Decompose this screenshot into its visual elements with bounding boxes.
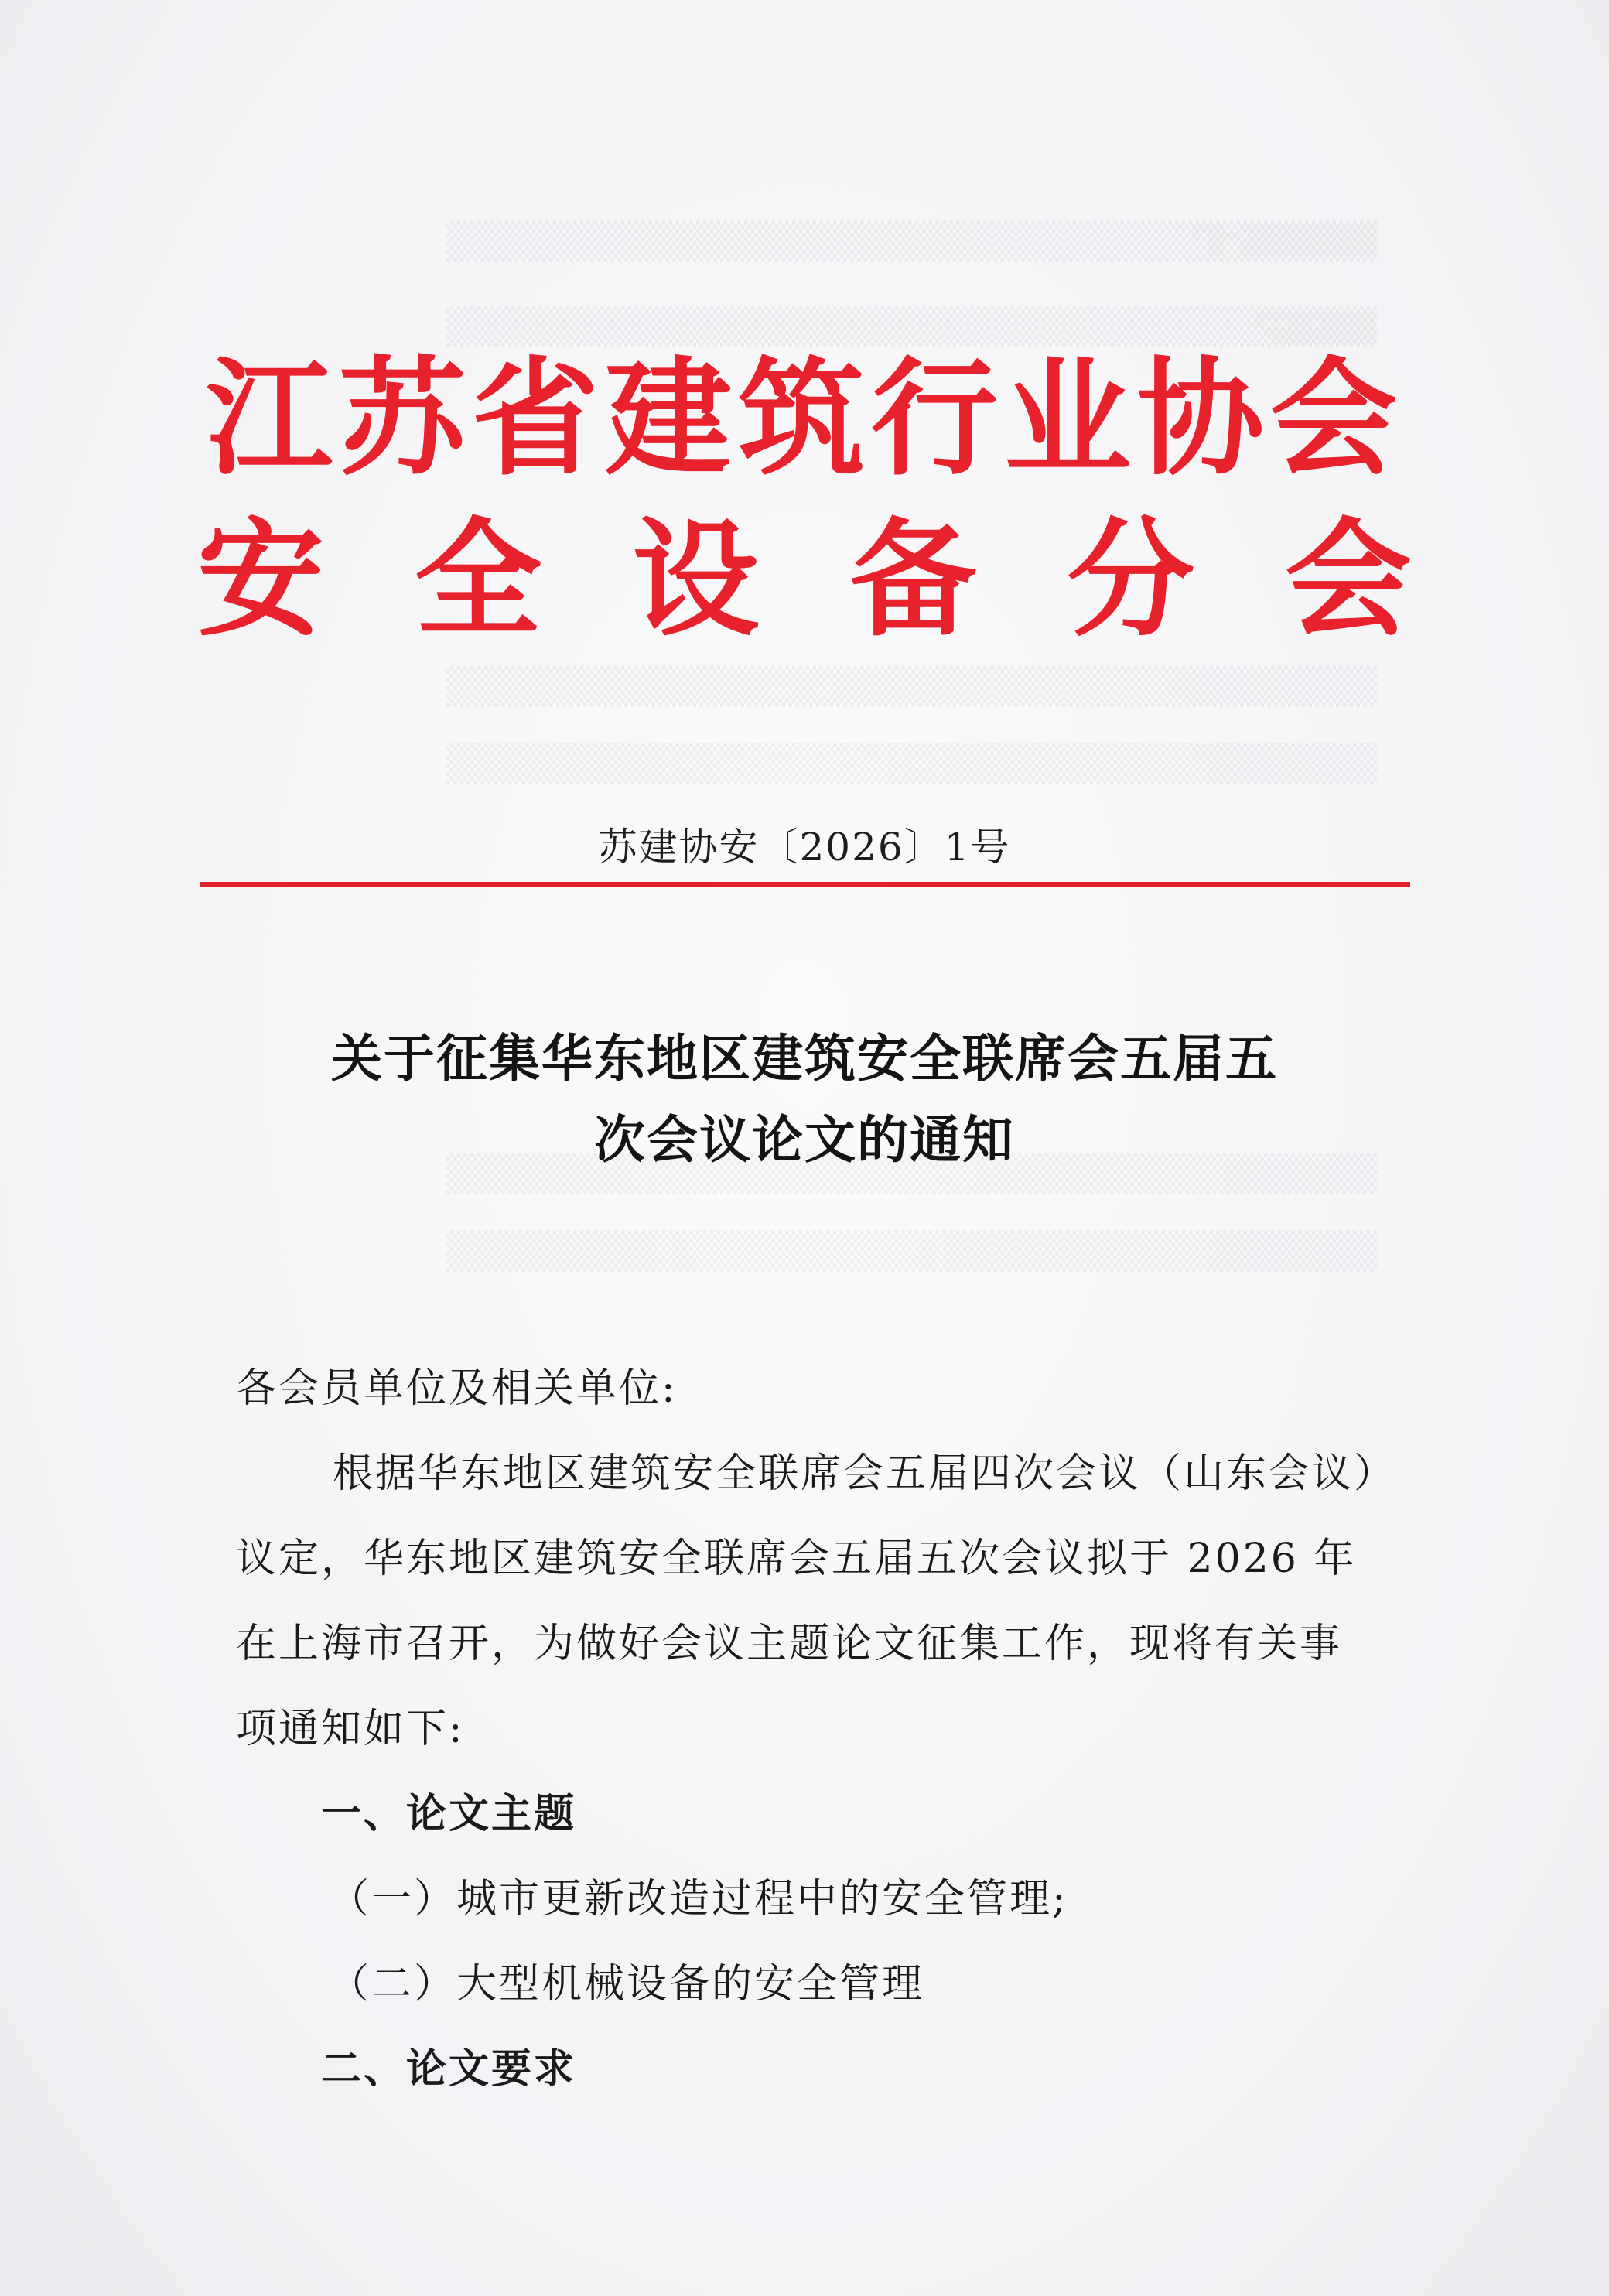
- red-divider: [200, 882, 1410, 887]
- bleed-through-texture: ▒▒▒▒▒▒▒▒▒▒▒▒▒▒▒▒▒▒▒▒▒▒▒▒▒▒▒▒▒▒▒▒▒▒: [446, 1230, 1377, 1272]
- bleed-through-texture: ▒▒▒▒▒▒▒▒▒▒▒▒▒▒▒▒▒▒▒▒▒▒▒▒▒▒▒▒▒▒▒▒▒▒: [446, 743, 1377, 784]
- document-title-line-2: 次会议论文的通知: [594, 1109, 1015, 1170]
- section-heading: 二、论文要求: [321, 2046, 577, 2093]
- topic-item: （二）大型机械设备的安全管理: [329, 1961, 925, 2007]
- letterhead-branch-char: 分: [1067, 506, 1194, 654]
- bleed-through-texture: ▒▒▒▒▒▒▒▒▒▒▒▒▒▒▒▒▒▒▒▒▒▒▒▒▒▒▒▒▒▒▒▒▒▒: [446, 306, 1377, 347]
- letterhead-branch-char: 全: [415, 506, 542, 654]
- document-title-line-1: 关于征集华东地区建筑安全联席会五届五: [331, 1028, 1278, 1088]
- paragraph-line: 议定，华东地区建筑安全联席会五届五次会议拟于 2026 年: [236, 1536, 1357, 1582]
- section-heading: 一、论文主题: [321, 1791, 577, 1837]
- letterhead-branch-char: 会: [1284, 506, 1412, 654]
- letterhead-org-name: 江苏省建筑行业协会: [205, 345, 1403, 493]
- bleed-through-texture: ▒▒▒▒▒▒▒▒▒▒▒▒▒▒▒▒▒▒▒▒▒▒▒▒▒▒▒▒▒▒▒▒▒▒: [446, 1153, 1377, 1194]
- document-number: 苏建协安〔2026〕1号: [598, 825, 1011, 870]
- letterhead-branch-char: 备: [849, 506, 977, 654]
- bleed-through-texture: ▒▒▒▒▒▒▒▒▒▒▒▒▒▒▒▒▒▒▒▒▒▒▒▒▒▒▒▒▒▒▒▒▒▒: [446, 665, 1377, 707]
- paragraph-line: 项通知如下:: [236, 1706, 465, 1752]
- bleed-through-texture: ▒▒▒▒▒▒▒▒▒▒▒▒▒▒▒▒▒▒▒▒▒▒▒▒▒▒▒▒▒▒▒▒▒▒: [446, 220, 1377, 262]
- topic-item: （一）城市更新改造过程中的安全管理;: [329, 1876, 1068, 1922]
- letterhead-branch-name: [197, 506, 1412, 654]
- letterhead-branch-char: 设: [632, 506, 760, 654]
- paragraph-line: 在上海市召开，为做好会议主题论文征集工作，现将有关事: [236, 1621, 1343, 1667]
- letterhead-branch-char: 安: [197, 506, 325, 654]
- salutation: 各会员单位及相关单位:: [236, 1365, 678, 1412]
- paragraph-line: 根据华东地区建筑安全联席会五届四次会议（山东会议）: [333, 1450, 1397, 1497]
